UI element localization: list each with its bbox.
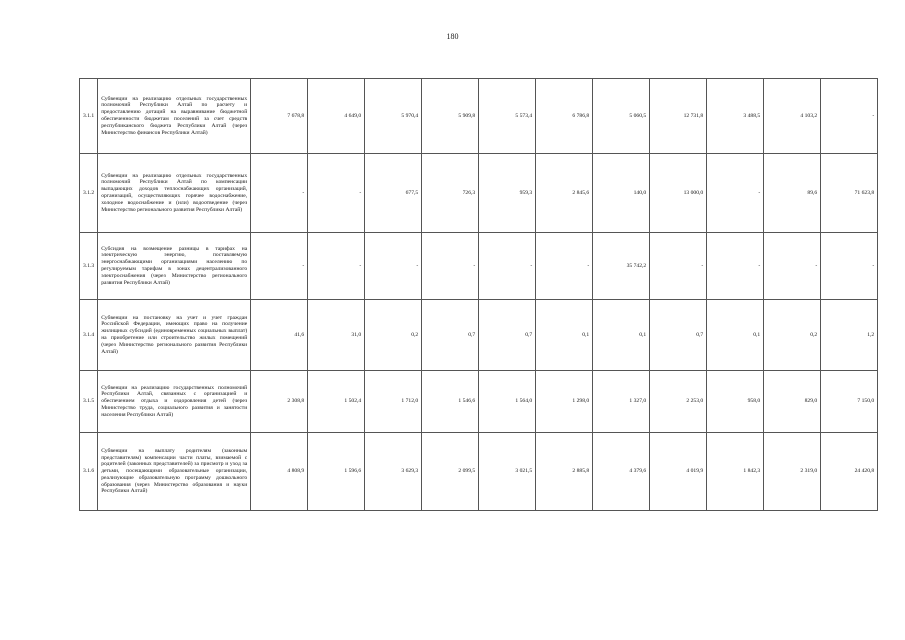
row-description: Субвенции на выплату родителям (законным представителям) компенсации части платы, взимаемой с родителей (законных представителей) за присмотр и уход за детьми, посещающими образовательные организации, реализующие образовательную программу дошкольного образования (через Министерство образования и науки Республики Алтай) <box>98 433 251 511</box>
value-cell: - <box>251 154 308 233</box>
value-cell: 1 327,0 <box>593 371 650 433</box>
value-cell: - <box>251 233 308 300</box>
value-cell: 13 000,0 <box>650 154 707 233</box>
value-cell: 35 742,2 <box>593 233 650 300</box>
value-cell: 12 731,8 <box>650 79 707 154</box>
value-cell: 140,0 <box>593 154 650 233</box>
value-cell: 1 546,6 <box>422 371 479 433</box>
row-description: Субвенции на постановку на учет и учет граждан Российской Федерации, имеющих право на получение жилищных субсидий (единовременных социальных выплат) на приобретение или строительство жилых помещений (через Министерство регионального развития Республики Алтай) <box>98 300 251 371</box>
value-cell: 4 019,9 <box>650 433 707 511</box>
value-cell: 7 678,8 <box>251 79 308 154</box>
value-cell: 0,1 <box>593 300 650 371</box>
value-cell: 1 564,0 <box>479 371 536 433</box>
value-cell: - <box>821 79 878 154</box>
value-cell: 0,7 <box>479 300 536 371</box>
value-cell: - <box>479 233 536 300</box>
value-cell: 41,6 <box>251 300 308 371</box>
value-cell: 4 103,2 <box>764 79 821 154</box>
value-cell: 31,0 <box>308 300 365 371</box>
value-cell: 1 596,6 <box>308 433 365 511</box>
value-cell: 959,3 <box>479 154 536 233</box>
value-cell: 0,1 <box>536 300 593 371</box>
table-row <box>80 371 878 433</box>
row-code: 3.1.5 <box>80 371 98 433</box>
row-description: Субвенции на реализацию отдельных государственных полномочий Республики Алтай по расчету и предоставлению дотаций на выравнивание бюджетной обеспеченности бюджетам поселений за счет средств республиканского бюджета Республики Алтай (через Министерство финансов Республики Алтай) <box>98 79 251 154</box>
value-cell: 0,7 <box>422 300 479 371</box>
table-row <box>80 79 878 154</box>
value-cell: 1 712,0 <box>365 371 422 433</box>
row-code: 3.1.6 <box>80 433 98 511</box>
value-cell: - <box>422 233 479 300</box>
page-number: 180 <box>446 32 459 41</box>
value-cell: 1 502,4 <box>308 371 365 433</box>
row-code: 3.1.4 <box>80 300 98 371</box>
value-cell: 0,7 <box>650 300 707 371</box>
row-code: 3.1.1 <box>80 79 98 154</box>
value-cell: 0,2 <box>365 300 422 371</box>
table-body <box>80 79 878 511</box>
value-cell: - <box>365 233 422 300</box>
value-cell: 829,0 <box>764 371 821 433</box>
value-cell: - <box>821 233 878 300</box>
value-cell: 7 150,0 <box>821 371 878 433</box>
row-description: Субвенции на реализацию отдельных государственных полномочий Республики Алтай по компенсации выпадающих доходов теплоснабжающих организаций, организаций, осуществляющих горячее водоснабжение, холодное водоснабжение и (или) водоотведение (через Министерство регионального развития Республики Алтай) <box>98 154 251 233</box>
value-cell: 2 845,6 <box>536 154 593 233</box>
value-cell: - <box>707 233 764 300</box>
value-cell: 958,0 <box>707 371 764 433</box>
value-cell: - <box>650 233 707 300</box>
value-cell: 1 842,3 <box>707 433 764 511</box>
value-cell: - <box>707 154 764 233</box>
value-cell: 2 253,0 <box>650 371 707 433</box>
row-code: 3.1.3 <box>80 233 98 300</box>
value-cell: 4 808,9 <box>251 433 308 511</box>
value-cell: 5 970,4 <box>365 79 422 154</box>
value-cell: 5 060,5 <box>593 79 650 154</box>
value-cell: 677,5 <box>365 154 422 233</box>
table-row <box>80 433 878 511</box>
value-cell: 1 298,0 <box>536 371 593 433</box>
table-row <box>80 300 878 371</box>
value-cell: 24 420,8 <box>821 433 878 511</box>
value-cell: 89,6 <box>764 154 821 233</box>
value-cell: 2 885,8 <box>536 433 593 511</box>
budget-table <box>79 78 878 511</box>
row-description: Субвенции на реализацию государственных полномочий Республики Алтай, связанных с организацией и обеспечением отдыха и оздоровления детей (через Министерство труда, социального развития и занятости населения Республики Алтай) <box>98 371 251 433</box>
value-cell: 71 623,8 <box>821 154 878 233</box>
table-row <box>80 154 878 233</box>
value-cell: 6 786,8 <box>536 79 593 154</box>
value-cell: - <box>536 233 593 300</box>
row-code: 3.1.2 <box>80 154 98 233</box>
value-cell: 0,1 <box>707 300 764 371</box>
value-cell: 3 021,5 <box>479 433 536 511</box>
value-cell: 3 629,3 <box>365 433 422 511</box>
value-cell: 5 573,4 <box>479 79 536 154</box>
value-cell: - <box>764 233 821 300</box>
value-cell: 4 379,6 <box>593 433 650 511</box>
value-cell: 726,3 <box>422 154 479 233</box>
value-cell: 2 319,0 <box>764 433 821 511</box>
value-cell: 0,2 <box>764 300 821 371</box>
row-description: Субсидия на возмещение разницы в тарифах на электрическую энергию, поставляемую энергоснабжающими организациями населению по регулируемым тарифам в зонах децентрализованного электроснабжения (через Министерство регионального развития Республики Алтай) <box>98 233 251 300</box>
value-cell: - <box>308 154 365 233</box>
value-cell: 4 649,0 <box>308 79 365 154</box>
value-cell: 3 488,5 <box>707 79 764 154</box>
value-cell: 1,2 <box>821 300 878 371</box>
value-cell: - <box>308 233 365 300</box>
table-row <box>80 233 878 300</box>
value-cell: 2 308,8 <box>251 371 308 433</box>
value-cell: 2 099,5 <box>422 433 479 511</box>
value-cell: 5 909,8 <box>422 79 479 154</box>
